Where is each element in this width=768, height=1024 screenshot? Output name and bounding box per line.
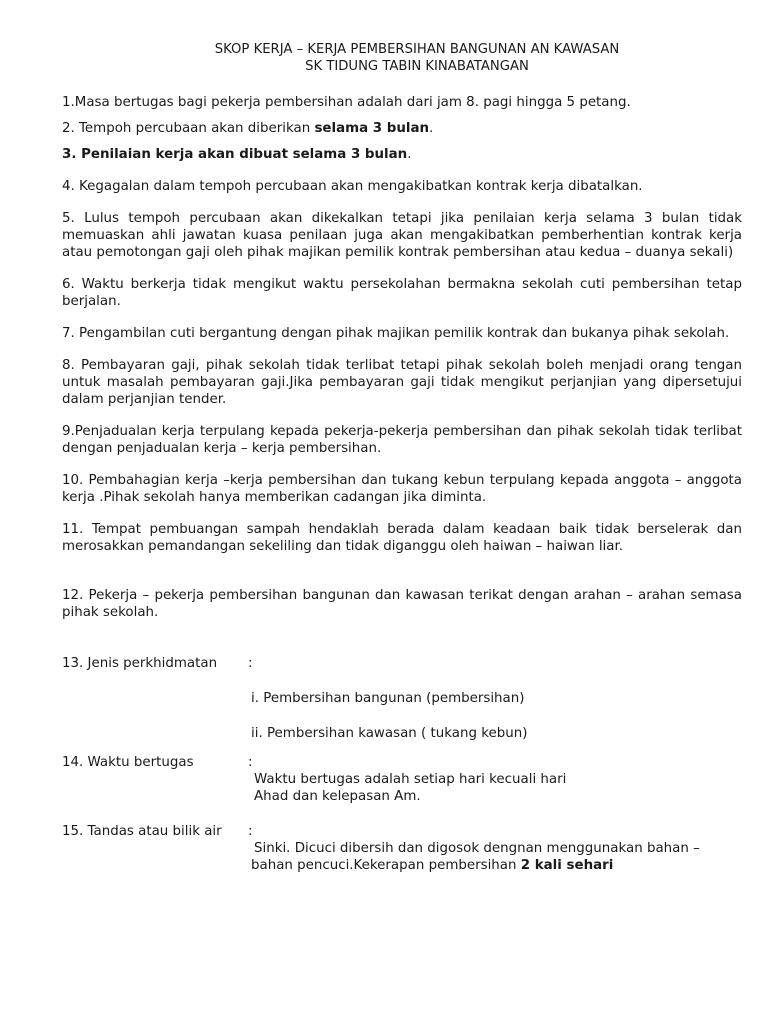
item-15-line-1: Sinki. Dicuci dibersih dan digosok dengnan menggunakan bahan – — [254, 841, 700, 856]
item-15-line-2 — [251, 857, 742, 874]
item-12: 12. Pekerja – pekerja pembersihan bangunan dan kawasan terikat dengan arahan – arahan semasa pihak sekolah. — [62, 588, 742, 620]
item-9: 9.Penjadualan kerja terpulang kepada pekerja-pekerja pembersihan dan pihak sekolah tidak terlibat dengan penjadualan kerja – kerja pembersihan. — [62, 424, 742, 456]
item-14-label: 14. Waktu bertugas — [62, 755, 194, 770]
document-page — [62, 41, 742, 874]
item-15 — [62, 823, 742, 840]
item-5: 5. Lulus tempoh percubaan akan dikekalkan tetapi jika penilaian kerja selama 3 bulan tidak memuaskan ahli jawatan kuasa penilaan juga akan mengakibatkan pemberhentian kontrak kerja atau pemotongan gaji oleh pihak majikan pemilik kontrak pembersihan atau kedua – duanya sekali) — [62, 211, 742, 260]
item-11: 11. Tempat pembuangan sampah hendaklah berada dalam keadaan baik tidak berselerak dan merosakkan pemandangan sekeliling dan tidak diganggu oleh haiwan – haiwan liar. — [62, 522, 742, 554]
item-8: 8. Pembayaran gaji, pihak sekolah tidak terlibat tetapi pihak sekolah boleh menjadi orang tengan untuk masalah pembayaran gaji.Jika pembayaran gaji tidak mengikut perjanjian yang dipersetujui dalam perjanjian tender. — [62, 358, 742, 407]
item-3-end: . — [407, 147, 412, 162]
item-15-emphasis: 2 kali sehari — [520, 858, 614, 873]
document-title-line-2: SK TIDUNG TABIN KINABATANGAN — [305, 59, 529, 74]
item-13-colon: : — [248, 656, 253, 671]
item-4: 4. Kegagalan dalam tempoh percubaan akan mengakibatkan kontrak kerja dibatalkan. — [62, 179, 643, 194]
item-14 — [62, 754, 742, 771]
item-15-colon: : — [248, 824, 253, 839]
item-14-line-2: Ahad dan kelepasan Am. — [254, 789, 421, 804]
item-15-label: 15. Tandas atau bilik air — [62, 824, 222, 839]
item-10: 10. Pembahagian kerja –kerja pembersihan dan tukang kebun terpulang kepada anggota – anggota kerja .Pihak sekolah hanya memberikan cadangan jika diminta. — [62, 473, 742, 505]
item-2-emphasis: selama 3 bulan — [314, 121, 430, 136]
item-13-option-2: ii. Pembersihan kawasan ( tukang kebun) — [251, 726, 528, 741]
item-3-number: 3 — [62, 147, 72, 162]
item-14-colon: : — [248, 755, 253, 770]
item-1: 1.Masa bertugas bagi pekerja pembersihan adalah dari jam 8. pagi hingga 5 petang. — [62, 95, 631, 110]
item-7: 7. Pengambilan cuti bergantung dengan pihak majikan pemilik kontrak dan bukanya pihak sekolah. — [62, 326, 730, 341]
item-2 — [62, 120, 742, 137]
item-13 — [62, 655, 742, 672]
item-13-label: 13. Jenis perkhidmatan — [62, 656, 218, 671]
item-3-text: . Penilaian kerja akan dibuat selama 3 bulan — [71, 147, 408, 162]
item-15-line-2-text: bahan pencuci.Kekerapan pembersihan — [251, 858, 521, 873]
item-14-line-1: Waktu bertugas adalah setiap hari kecuali hari — [254, 772, 567, 787]
item-2-end: . — [429, 121, 434, 136]
item-2-text: 2. Tempoh percubaan akan diberikan — [62, 121, 315, 136]
document-title-line-1: SKOP KERJA – KERJA PEMBERSIHAN BANGUNAN AN KAWASAN — [214, 42, 620, 57]
item-6: 6. Waktu berkerja tidak mengikut waktu persekolahan bermakna sekolah cuti pembersihan tetap berjalan. — [62, 277, 742, 309]
item-13-option-1: i. Pembersihan bangunan (pembersihan) — [251, 691, 525, 706]
item-3 — [62, 146, 742, 163]
